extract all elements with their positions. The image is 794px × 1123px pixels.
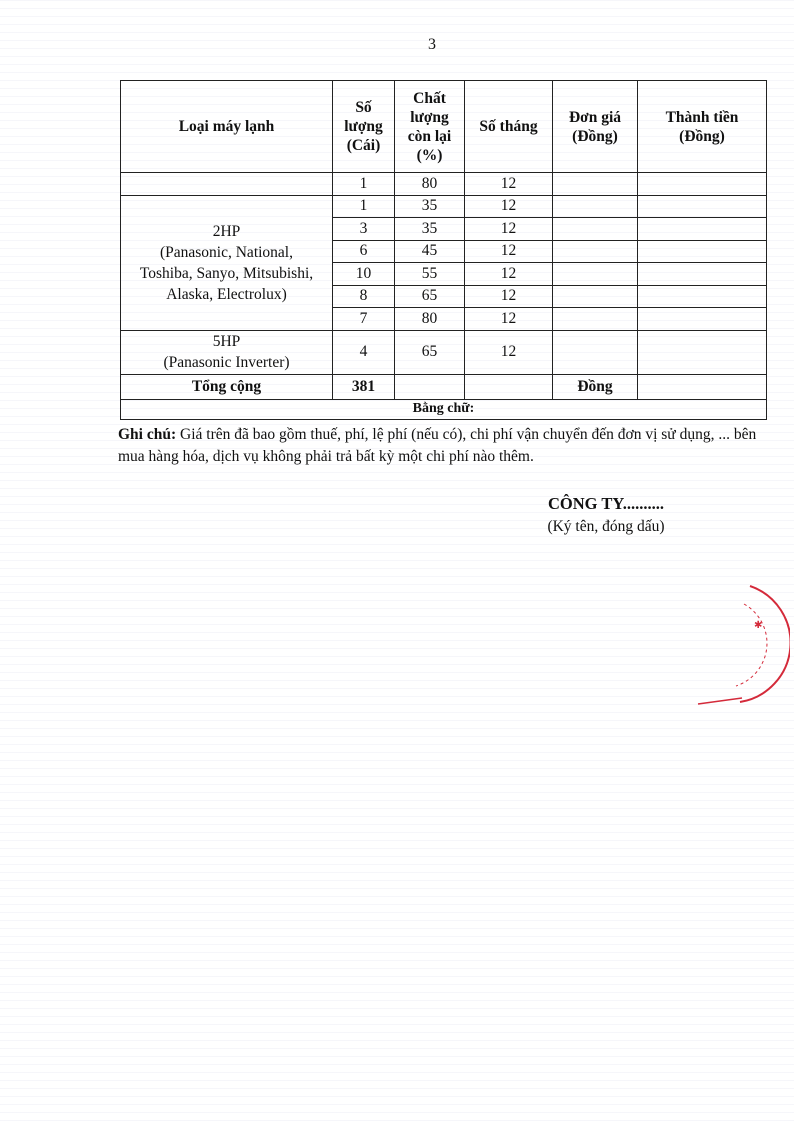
- amount-cell: [638, 240, 767, 263]
- unit-price-cell: [553, 308, 638, 331]
- unit-price-cell: [553, 285, 638, 308]
- quantity-cell: 10: [333, 263, 395, 286]
- months-cell: 12: [465, 240, 553, 263]
- unit-price-cell: [553, 263, 638, 286]
- quality-cell: 45: [395, 240, 465, 263]
- quantity-cell: 3: [333, 218, 395, 241]
- notes-text: Giá trên đã bao gồm thuế, phí, lệ phí (nếu có), chi phí vận chuyển đến đơn vị sử dụng, ... bên mua hàng hóa, dịch vụ không phải trả bất kỳ một chi phí nào thêm.: [118, 426, 757, 465]
- months-cell: 12: [465, 308, 553, 331]
- table-row: [121, 330, 767, 374]
- months-cell: 12: [465, 330, 553, 374]
- months-cell: 12: [465, 218, 553, 241]
- table-row: [121, 195, 767, 218]
- amount-cell: [638, 308, 767, 331]
- total-label: Tổng cộng: [121, 374, 333, 399]
- amount-cell: [638, 285, 767, 308]
- unit-price-cell: [553, 330, 638, 374]
- price-table: [120, 80, 767, 420]
- amount-cell: [638, 263, 767, 286]
- total-quantity: 381: [333, 374, 395, 399]
- quantity-cell: 6: [333, 240, 395, 263]
- group-5hp-cell: 5HP (Panasonic Inverter): [121, 330, 333, 374]
- amount-in-words-label: Bằng chữ:: [121, 399, 767, 419]
- quantity-cell: 8: [333, 285, 395, 308]
- header-type: Loại máy lạnh: [121, 81, 333, 173]
- amount-cell: [638, 173, 767, 196]
- signature-block: [506, 494, 706, 536]
- header-amount: Thành tiền (Đồng): [638, 81, 767, 173]
- notes-label: Ghi chú:: [118, 426, 177, 443]
- header-months: Số tháng: [465, 81, 553, 173]
- quality-cell: 80: [395, 173, 465, 196]
- svg-text:✱: ✱: [754, 620, 763, 631]
- quality-cell: 80: [395, 308, 465, 331]
- amount-cell: [638, 218, 767, 241]
- stamp-icon: [690, 582, 790, 712]
- unit-price-cell: [553, 218, 638, 241]
- signature-hint: (Ký tên, đóng dấu): [547, 518, 665, 535]
- quantity-cell: 1: [333, 195, 395, 218]
- notes: [118, 424, 758, 468]
- header-quantity: Số lượng (Cái): [333, 81, 395, 173]
- amount-cell: [638, 330, 767, 374]
- quantity-cell: 7: [333, 308, 395, 331]
- unit-price-cell: [553, 240, 638, 263]
- unit-price-cell: [553, 173, 638, 196]
- quality-cell: 65: [395, 330, 465, 374]
- unit-price-cell: [553, 195, 638, 218]
- quality-cell: 35: [395, 218, 465, 241]
- quality-cell: 65: [395, 285, 465, 308]
- type-cell: [121, 173, 333, 196]
- quality-cell: 35: [395, 195, 465, 218]
- total-amount-cell: [638, 374, 767, 399]
- quality-cell: 55: [395, 263, 465, 286]
- amount-cell: [638, 195, 767, 218]
- table-row: [121, 173, 767, 196]
- group-2hp-cell: 2HP (Panasonic, National, Toshiba, Sanyo, Mitsubishi, Alaska, Electrolux): [121, 195, 333, 330]
- total-quality-cell: [395, 374, 465, 399]
- header-remaining-quality: Chất lượng còn lại (%): [395, 81, 465, 173]
- quantity-cell: 1: [333, 173, 395, 196]
- total-months-cell: [465, 374, 553, 399]
- months-cell: 12: [465, 173, 553, 196]
- months-cell: 12: [465, 195, 553, 218]
- table-header-row: [121, 81, 767, 173]
- months-cell: 12: [465, 263, 553, 286]
- total-currency: Đồng: [553, 374, 638, 399]
- total-row: [121, 374, 767, 399]
- company-name: CÔNG TY..........: [548, 494, 664, 513]
- header-unit-price: Đơn giá (Đồng): [553, 81, 638, 173]
- quantity-cell: 4: [333, 330, 395, 374]
- amount-in-words-row: [121, 399, 767, 419]
- months-cell: 12: [465, 285, 553, 308]
- page-number: 3: [428, 36, 436, 53]
